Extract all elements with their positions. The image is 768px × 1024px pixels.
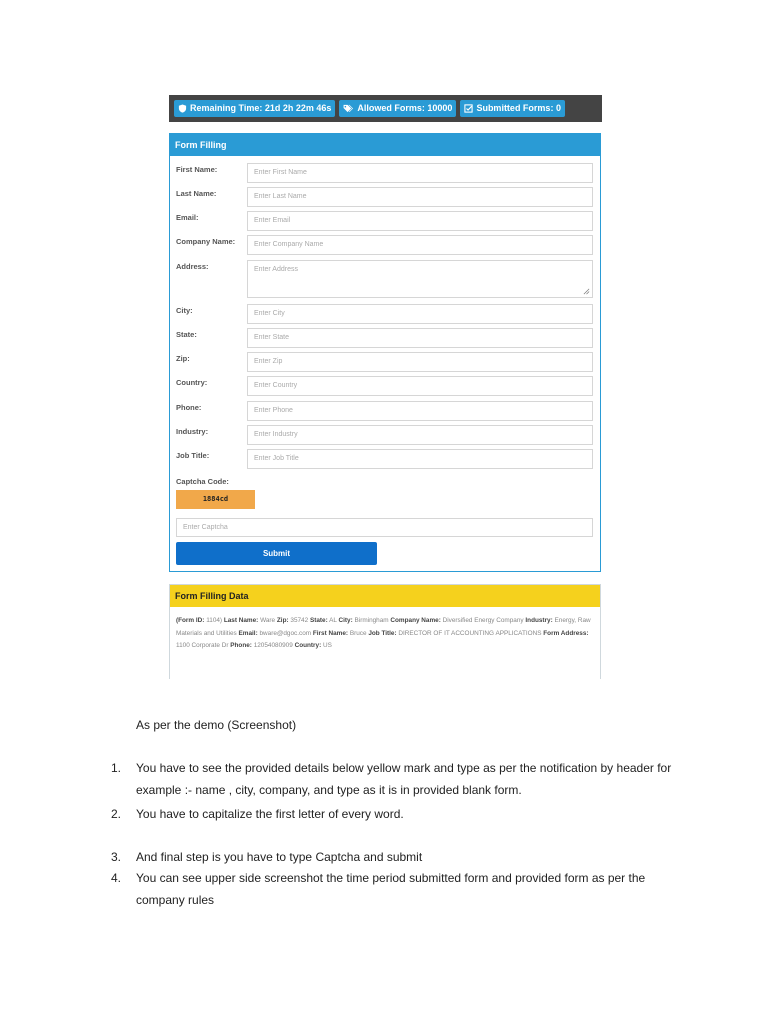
data-value: Ware	[260, 617, 276, 624]
data-key: Form Address:	[543, 629, 589, 637]
form-filling-data-title: Form Filling Data	[170, 585, 600, 607]
data-value: 12054080909	[253, 642, 293, 649]
step-text: And final step is you have to type Captcha and submit	[136, 849, 423, 864]
job-title-row	[176, 449, 593, 469]
step-number: 4.	[111, 871, 122, 885]
allowed-forms-badge	[339, 100, 456, 117]
instructions-intro: As per the demo (Screenshot)	[136, 718, 297, 732]
data-key: First Name:	[312, 629, 349, 637]
data-key: (Form ID:	[176, 617, 205, 624]
submitted-forms-badge	[460, 100, 565, 117]
tags-icon	[343, 104, 354, 113]
data-value: Energy, Raw Materials and Utilities	[176, 617, 591, 637]
city-input[interactable]: Enter City	[247, 304, 593, 324]
data-key: Phone:	[230, 642, 252, 649]
phone-input[interactable]: Enter Phone	[247, 401, 593, 421]
check-square-icon	[464, 104, 473, 113]
city-row	[176, 304, 593, 324]
instruction-step	[111, 758, 681, 801]
allowed-forms-text: Allowed Forms: 10000	[357, 103, 453, 113]
state-row	[176, 328, 593, 348]
address-textarea[interactable]	[247, 260, 593, 298]
data-value: Diversified Energy Company	[442, 617, 524, 624]
data-key: Zip:	[276, 617, 289, 624]
captcha-label: Captcha Code:	[176, 477, 229, 486]
captcha-code: 1884cd	[176, 490, 255, 509]
remaining-time-badge	[174, 100, 335, 117]
instruction-step	[111, 804, 681, 826]
state-label: State:	[176, 330, 197, 339]
data-key: State:	[309, 617, 328, 624]
data-key: Job Title:	[368, 629, 397, 637]
data-key: Country:	[294, 642, 322, 649]
submit-button[interactable]: Submit	[176, 542, 377, 565]
job-title-input[interactable]: Enter Job Title	[247, 449, 593, 469]
data-key: Industry:	[525, 617, 553, 624]
instruction-step	[111, 847, 681, 869]
step-number: 3.	[111, 849, 122, 864]
phone-row	[176, 401, 593, 421]
data-key: City:	[338, 617, 353, 624]
instructions-list	[111, 758, 681, 911]
form-filling-title: Form Filling	[170, 134, 600, 156]
instruction-step	[111, 868, 681, 911]
form-filling-data-panel	[169, 584, 601, 679]
last-name-row	[176, 187, 593, 207]
data-key: Last Name:	[223, 617, 259, 624]
zip-row	[176, 352, 593, 372]
data-value: AL	[329, 617, 337, 624]
last-name-input[interactable]: Enter Last Name	[247, 187, 593, 207]
email-row	[176, 211, 593, 231]
email-input[interactable]: Enter Email	[247, 211, 593, 231]
company-name-label: Company Name:	[176, 237, 236, 246]
step-number: 1.	[111, 761, 122, 775]
data-value: 1104)	[206, 617, 223, 624]
job-title-label: Job Title:	[176, 451, 210, 460]
company-name-input[interactable]: Enter Company Name	[247, 235, 593, 255]
industry-input[interactable]: Enter Industry	[247, 425, 593, 445]
form-filling-panel	[169, 133, 601, 572]
submitted-forms-text: Submitted Forms: 0	[476, 103, 561, 113]
data-value: DIRECTOR OF IT ACCOUNTING APPLICATIONS	[398, 629, 542, 637]
country-label: Country:	[176, 378, 208, 387]
industry-row	[176, 425, 593, 445]
phone-label: Phone:	[176, 403, 202, 412]
company-name-row	[176, 235, 593, 255]
first-name-row	[176, 163, 593, 183]
country-row	[176, 376, 593, 396]
data-key: Company Name:	[390, 617, 441, 624]
captcha-input[interactable]: Enter Captcha	[176, 518, 593, 537]
email-label: Email:	[176, 213, 199, 222]
city-label: City:	[176, 306, 193, 315]
status-bar	[169, 95, 602, 122]
form-data-text	[170, 607, 600, 653]
last-name-label: Last Name:	[176, 189, 217, 198]
state-input[interactable]: Enter State	[247, 328, 593, 348]
shield-icon	[178, 104, 187, 113]
step-text: You can see upper side screenshot the time period submitted form and provided form as per the company rules	[136, 871, 646, 907]
first-name-label: First Name:	[176, 165, 218, 174]
step-text: You have to see the provided details below yellow mark and type as per the notification by header for example :- name , city, company, and type as it is in provided blank form.	[136, 761, 672, 797]
data-value: 35742	[290, 617, 309, 624]
data-key: Email:	[238, 629, 258, 637]
address-placeholder: Enter Address	[254, 266, 298, 273]
data-value: US	[322, 642, 332, 649]
resize-grip-icon[interactable]	[583, 288, 590, 295]
step-number: 2.	[111, 807, 122, 821]
step-text: You have to capitalize the first letter of every word.	[136, 807, 404, 821]
data-value: Birmingham	[354, 617, 389, 624]
data-value: 1100 Corporate Dr	[176, 642, 229, 649]
zip-label: Zip:	[176, 354, 190, 363]
address-row	[176, 260, 593, 298]
data-value: Bruce	[349, 629, 367, 637]
first-name-input[interactable]: Enter First Name	[247, 163, 593, 183]
industry-label: Industry:	[176, 427, 209, 436]
remaining-time-text: Remaining Time: 21d 2h 22m 46s	[190, 103, 332, 113]
data-value: bware@dgoc.com	[259, 629, 312, 637]
country-input[interactable]: Enter Country	[247, 376, 593, 396]
zip-input[interactable]: Enter Zip	[247, 352, 593, 372]
address-label: Address:	[176, 262, 209, 271]
